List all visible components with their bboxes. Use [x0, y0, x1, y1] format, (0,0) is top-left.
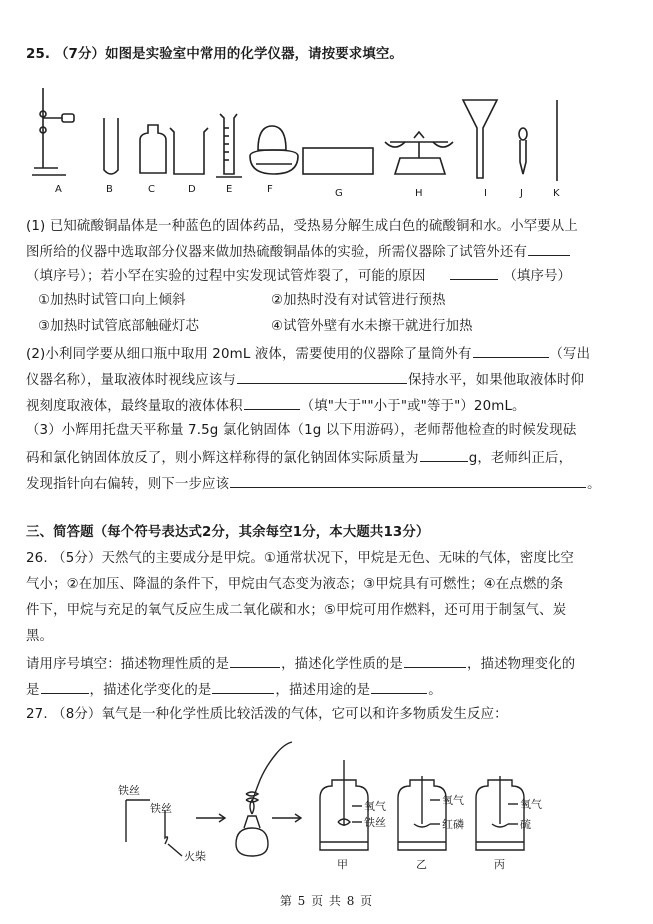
answer-blank[interactable] [473, 344, 549, 358]
q25-p2-line3 [26, 396, 630, 416]
section-3-heading: 三、简答题（每个符号表达式2分，其余每空1分，本大题共13分） [26, 525, 430, 540]
label-jia: 甲 [337, 858, 348, 871]
q25-p3-line2 [26, 448, 630, 468]
label-yi: 乙 [416, 858, 427, 871]
answer-blank[interactable] [230, 654, 280, 668]
q26-line5 [26, 654, 630, 674]
q25-p1-line3 [26, 266, 630, 286]
option-2: ②加热时没有对试管进行预热 [271, 293, 446, 308]
q26-line2: 气小；②在加压、降温的条件下，甲烷由气态变为液态；③甲烷具有可燃性；④在点燃的条 [26, 577, 564, 592]
answer-blank[interactable] [244, 396, 300, 410]
q25-options-row1 [38, 292, 642, 310]
answer-blank[interactable] [420, 448, 468, 462]
q25-options-row2 [38, 318, 642, 336]
q26-line5-end: ，描述物理变化的 [466, 657, 576, 672]
q26-line5-text: 请用序号填空：描述物理性质的是 [26, 657, 230, 672]
q25-p1-line3-suffix: （填序号） [503, 269, 572, 284]
q25-p3-line2-suffix: g，老师纠正后， [468, 451, 573, 466]
q25-p2-line1-text: (2)小利同学要从细口瓶中取用 20mL 液体，需要使用的仪器除了量筒外有 [26, 347, 472, 362]
label-j: J [520, 188, 523, 199]
beaker-icon [170, 128, 208, 174]
label-c-o2: 氧气 [520, 798, 542, 811]
label-i: I [484, 188, 487, 199]
q27-title: 27. （8分）氧气是一种化学性质比较活泼的气体，它可以和许多物质发生反应： [26, 707, 508, 722]
jar-c-icon [476, 776, 524, 850]
q26-line6-text: 是 [26, 683, 40, 698]
q25-p2-line2-suffix: 保持水平，如果他取液体时仰 [407, 373, 584, 388]
answer-blank[interactable] [41, 680, 89, 694]
label-a-o2: 氧气 [364, 800, 386, 813]
jar-b-icon [398, 776, 446, 850]
label-b: B [106, 184, 113, 195]
water-trough-icon [303, 148, 373, 174]
q25-p2-line3-text: 视刻度取液体，最终量取的液体体积 [26, 399, 243, 414]
label-bing: 丙 [494, 858, 505, 871]
q25-p2-line1 [26, 344, 630, 364]
option-3: ③加热时试管底部触碰灯芯 [38, 319, 200, 334]
label-tiesi-1: 铁丝 [118, 784, 140, 797]
q25-p2-line2 [26, 370, 630, 390]
label-huochai: 火柴 [184, 850, 206, 863]
q26-line1: 26. （5分）天然气的主要成分是甲烷。①通常状况下，甲烷是无色、无味的气体，密度比空 [26, 551, 574, 566]
label-e: E [226, 184, 233, 195]
answer-blank[interactable] [230, 474, 586, 488]
option-1: ①加热时试管口向上倾斜 [38, 293, 186, 308]
answer-blank[interactable] [450, 266, 498, 280]
page-footer: 第 5 页 共 8 页 [279, 894, 374, 908]
balance-icon [385, 132, 453, 174]
q25-p1-line1: (1) 已知硫酸铜晶体是一种蓝色的固体药品，受热易分解生成白色的硫酸铜和水。小罕要从上 [26, 219, 578, 234]
answer-blank[interactable] [371, 680, 427, 694]
q25-p2-line1-suffix: （写出 [549, 347, 591, 362]
q26-line6-mid2: ，描述用途的是 [275, 683, 371, 698]
q25-p2-line2-text: 仪器名称），量取液体时视线应该与 [26, 373, 236, 388]
answer-blank[interactable] [528, 242, 570, 256]
q25-p1-line2-text: 图所给的仪器中选取部分仪器来做加热硫酸铜晶体的实验，所需仪器除了试管外还有 [26, 245, 528, 260]
q26-line6-end: 。 [428, 683, 442, 698]
q25-p3-line3 [26, 474, 630, 494]
label-a: A [55, 184, 62, 195]
q26-line5-mid: ，描述化学性质的是 [281, 657, 403, 672]
q26-line6 [26, 680, 630, 700]
answer-blank[interactable] [404, 654, 466, 668]
label-h: H [415, 188, 423, 199]
label-b-o2: 氧气 [442, 794, 464, 807]
apparatus-figure [0, 78, 653, 200]
jar-a-icon [320, 760, 368, 850]
label-c: C [148, 184, 155, 195]
q25-p1-line2 [26, 242, 630, 262]
q25-p3-line2-text: 码和氯化钠固体放反了，则小辉这样称得的氯化钠固体实际质量为 [26, 451, 419, 466]
dropper-icon [519, 128, 527, 174]
label-a-fe: 铁丝 [364, 816, 386, 829]
label-b-p: 红磷 [442, 818, 464, 831]
funnel-icon [463, 100, 497, 178]
option-4: ④试管外壁有水未擦干就进行加热 [271, 319, 473, 334]
q25-p1-line3-text: （填序号）；若小罕在实验的过程中实发现试管炸裂了，可能的原因 [26, 269, 426, 284]
q25-p2-line3-suffix: （填"大于""小于"或"等于"）20mL。 [300, 399, 526, 414]
q25-p3-line3-suffix: 。 [587, 477, 601, 492]
test-tube-icon [104, 118, 118, 174]
q26-line4: 黑。 [26, 629, 54, 644]
answer-blank[interactable] [212, 680, 274, 694]
q26-line3: 件下，甲烷与充足的氧气反应生成二氧化碳和水；⑤甲烷可用作燃料，还可用于制氢气、炭 [26, 603, 567, 618]
label-d: D [188, 184, 196, 195]
answer-blank[interactable] [237, 370, 407, 384]
graduated-cylinder-icon [216, 114, 242, 177]
reagent-bottle-icon [140, 125, 166, 173]
combustion-figure [0, 730, 653, 880]
label-k: K [553, 188, 560, 199]
iron-stand-icon [32, 88, 74, 175]
label-g: G [335, 188, 343, 199]
q25-p3-line3-text: 发现指针向右偏转，则下一步应该 [26, 477, 230, 492]
label-tiesi-2: 铁丝 [150, 802, 172, 815]
q25-p3-line1: （3）小辉用托盘天平称量 7.5g 氯化钠固体（1g 以下用游码），老师帮他检查的时候发现砝 [26, 423, 577, 438]
q25-title: 25. （7分）如图是实验室中常用的化学仪器，请按要求填空。 [26, 47, 403, 62]
q26-line6-mid: ，描述化学变化的是 [89, 683, 212, 698]
label-c-s: 硫 [520, 818, 531, 831]
label-f: F [267, 184, 273, 195]
alcohol-lamp-icon [250, 126, 298, 174]
